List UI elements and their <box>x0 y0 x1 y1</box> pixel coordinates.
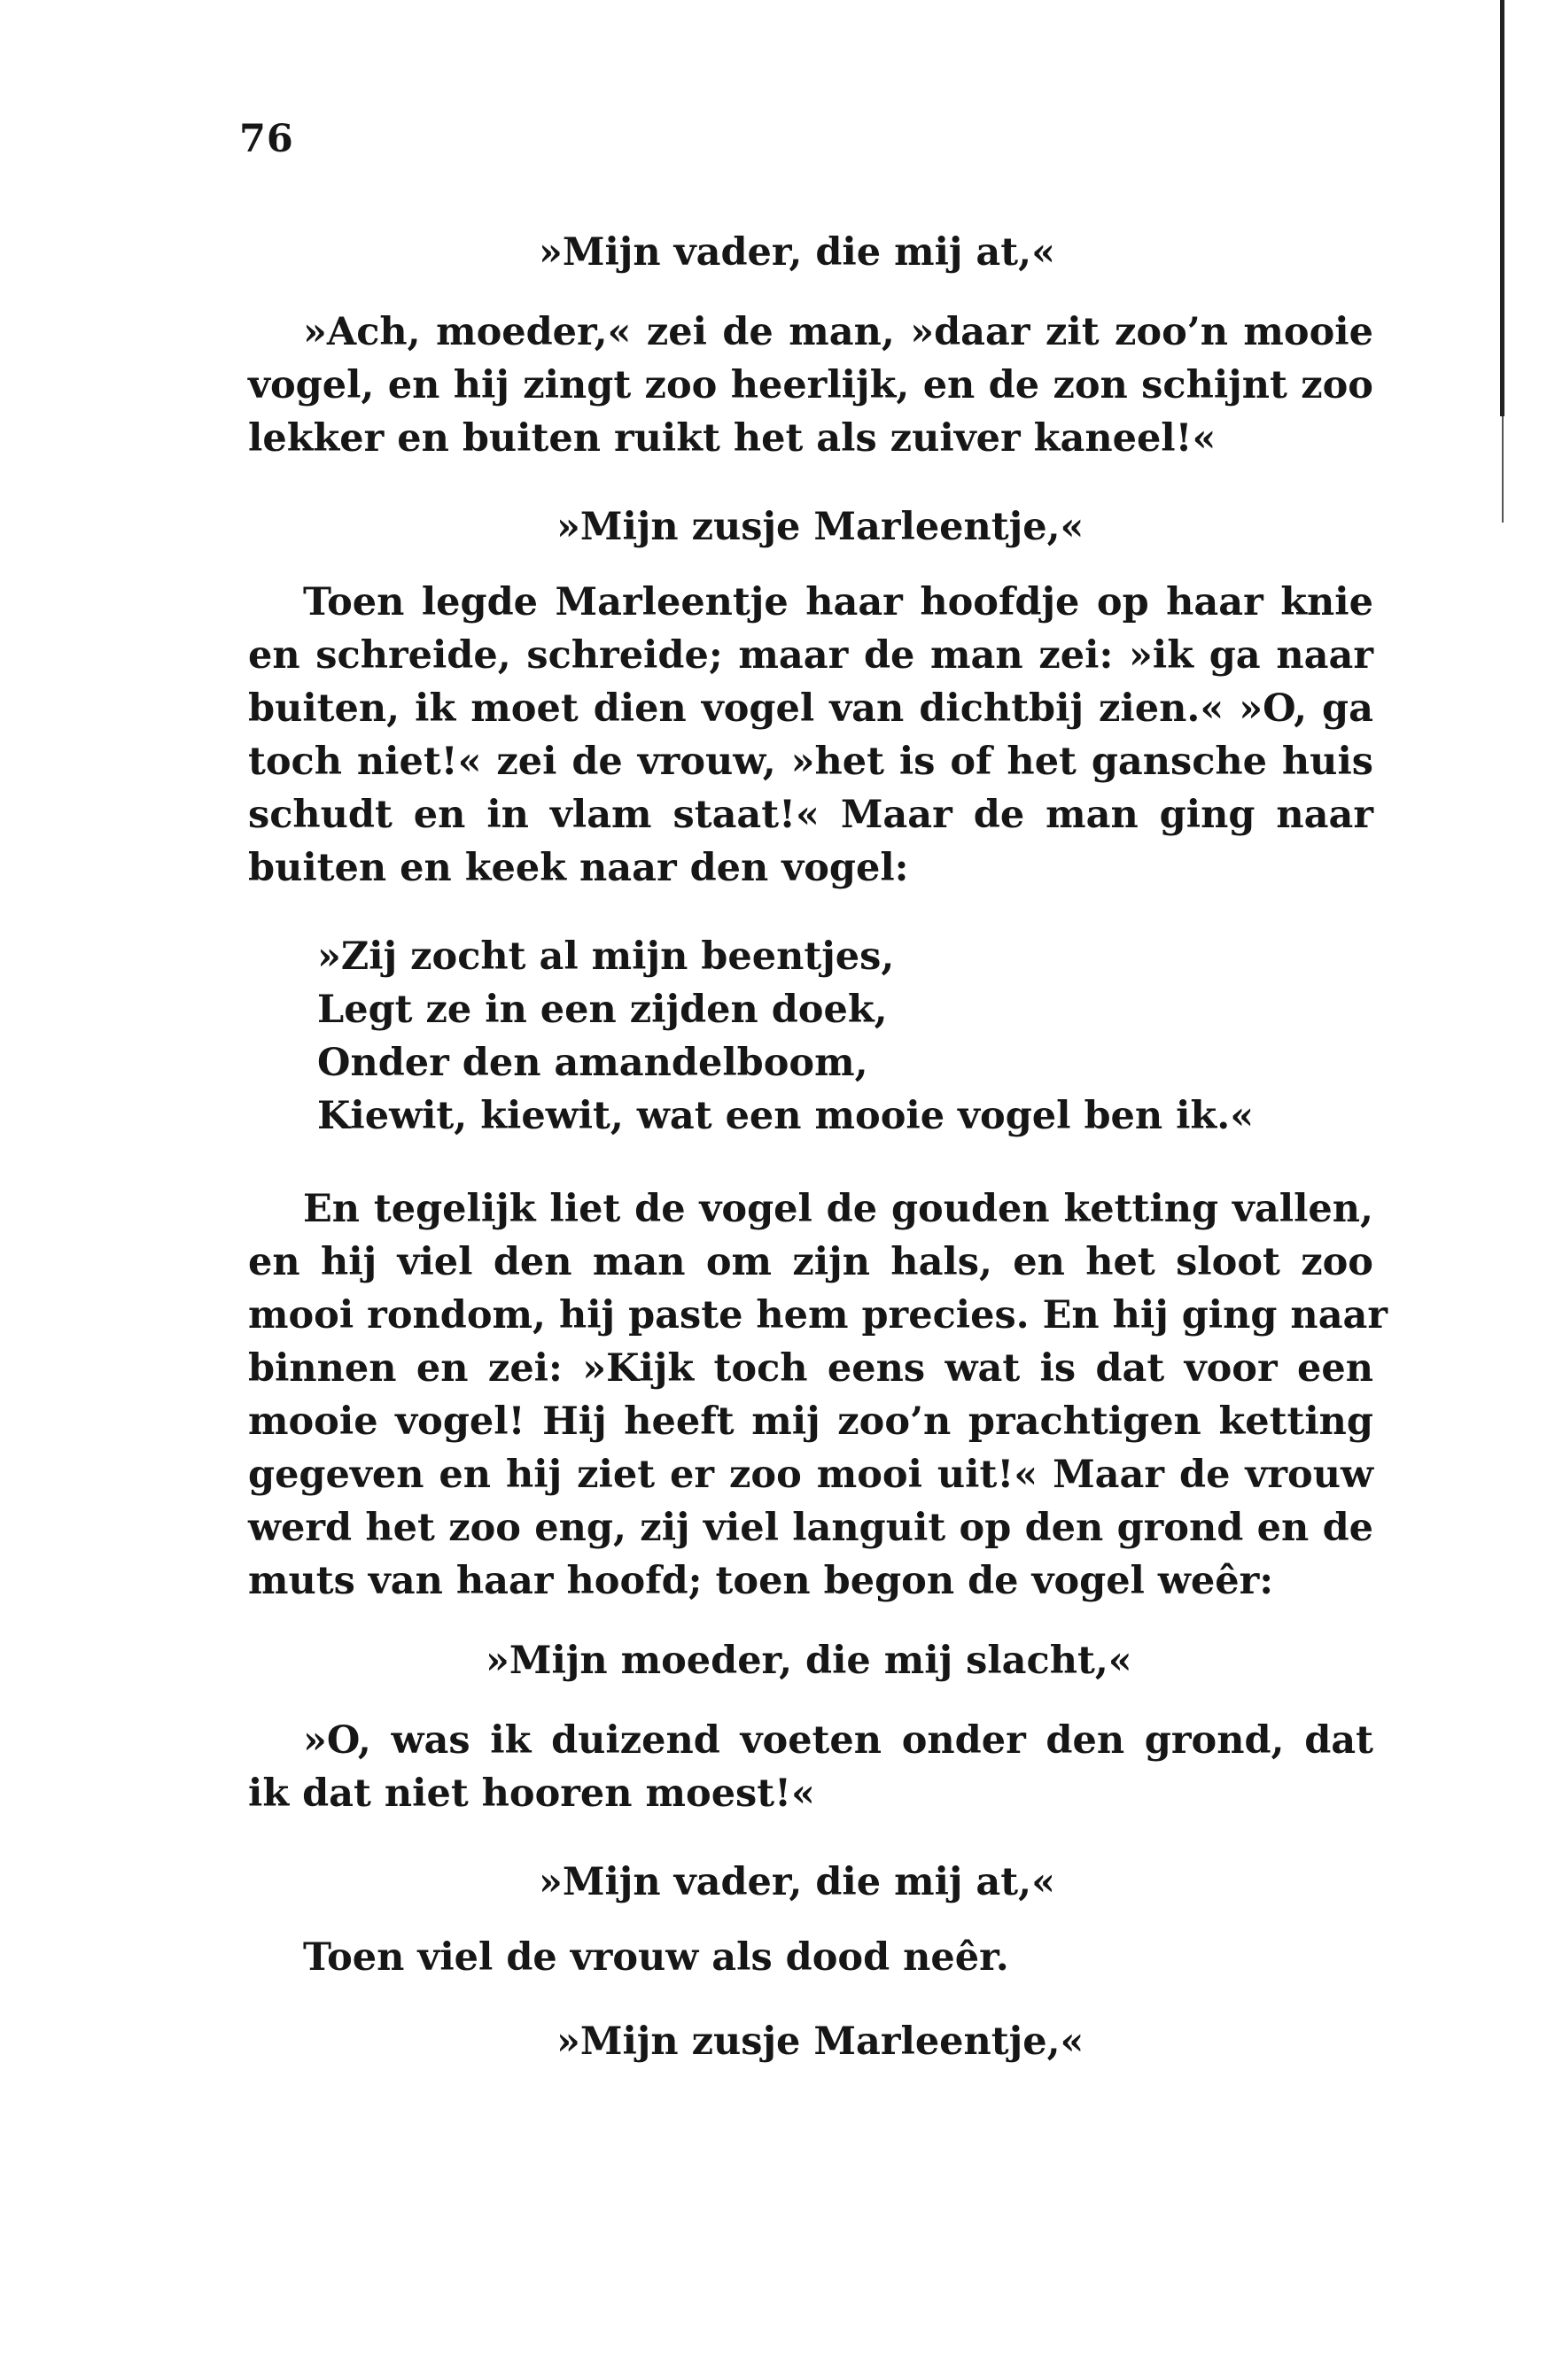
poem-line: Legt ze in een zijden doek, <box>317 988 888 1032</box>
paragraph-line: lekker en buiten ruikt het als zuiver kaneel!« <box>248 416 1217 461</box>
paragraph-line: toch niet!« zei de vrouw, »het is of het gansche huis <box>248 740 1373 784</box>
poem-line: »Zij zocht al mijn beentjes, <box>317 934 895 979</box>
poem-line: Kiewit, kiewit, wat een mooie vogel ben ik.« <box>317 1094 1255 1138</box>
verse-line-3: »Mijn moeder, die mij slacht,« <box>486 1639 1132 1683</box>
paragraph-line: Toen viel de vrouw als dood neêr. <box>303 1935 1009 1980</box>
paragraph-line: buiten en keek naar den vogel: <box>248 846 909 890</box>
paragraph-line: »O, was ik duizend voeten onder den grond, dat <box>303 1718 1373 1763</box>
verse-line-2: »Mijn zusje Marleentje,« <box>556 505 1084 549</box>
page-edge-shadow-lower <box>1502 416 1504 523</box>
verse-line-5: »Mijn zusje Marleentje,« <box>556 2020 1084 2064</box>
verse-line-4: »Mijn vader, die mij at,« <box>539 1860 1055 1904</box>
paragraph-line: schudt en in vlam staat!« Maar de man ging naar <box>248 793 1373 837</box>
poem-stanza <box>317 930 1254 1143</box>
paragraph-line: vogel, en hij zingt zoo heerlijk, en de zon schijnt zoo <box>248 363 1373 407</box>
paragraph-5 <box>248 1931 1373 1984</box>
page-number: 76 <box>239 117 294 161</box>
paragraph-3 <box>248 1182 1388 1608</box>
paragraph-line: binnen en zei: »Kijk toch eens wat is dat voor een <box>248 1346 1373 1391</box>
paragraph-line: werd het zoo eng, zij viel languit op den grond en de <box>248 1506 1373 1550</box>
verse-line-1: »Mijn vader, die mij at,« <box>539 230 1055 275</box>
paragraph-line: »Ach, moeder,« zei de man, »daar zit zoo’n mooie <box>303 310 1373 354</box>
paragraph-line: En tegelijk liet de vogel de gouden ketting vallen, <box>303 1187 1373 1231</box>
poem-line: Onder den amandelboom, <box>317 1041 868 1085</box>
paragraph-line: en schreide, schreide; maar de man zei: »ik ga naar <box>248 633 1373 678</box>
paragraph-1 <box>248 306 1373 465</box>
paragraph-line: mooie vogel! Hij heeft mij zoo’n prachtigen ketting <box>248 1399 1373 1444</box>
paragraph-line: Toen legde Marleentje haar hoofdje op haar knie <box>303 580 1373 624</box>
paragraph-4 <box>248 1714 1373 1820</box>
paragraph-line: muts van haar hoofd; toen begon de vogel weêr: <box>248 1559 1274 1603</box>
paragraph-line: en hij viel den man om zijn hals, en het sloot zoo <box>248 1240 1373 1284</box>
paragraph-line: gegeven en hij ziet er zoo mooi uit!« Maar de vrouw <box>248 1453 1373 1497</box>
page-edge-shadow <box>1500 0 1504 416</box>
paragraph-line: mooi rondom, hij paste hem precies. En hij ging naar <box>248 1293 1388 1337</box>
paragraph-2 <box>248 576 1373 895</box>
paragraph-line: ik dat niet hooren moest!« <box>248 1771 815 1816</box>
paragraph-line: buiten, ik moet dien vogel van dichtbij zien.« »O, ga <box>248 686 1373 731</box>
